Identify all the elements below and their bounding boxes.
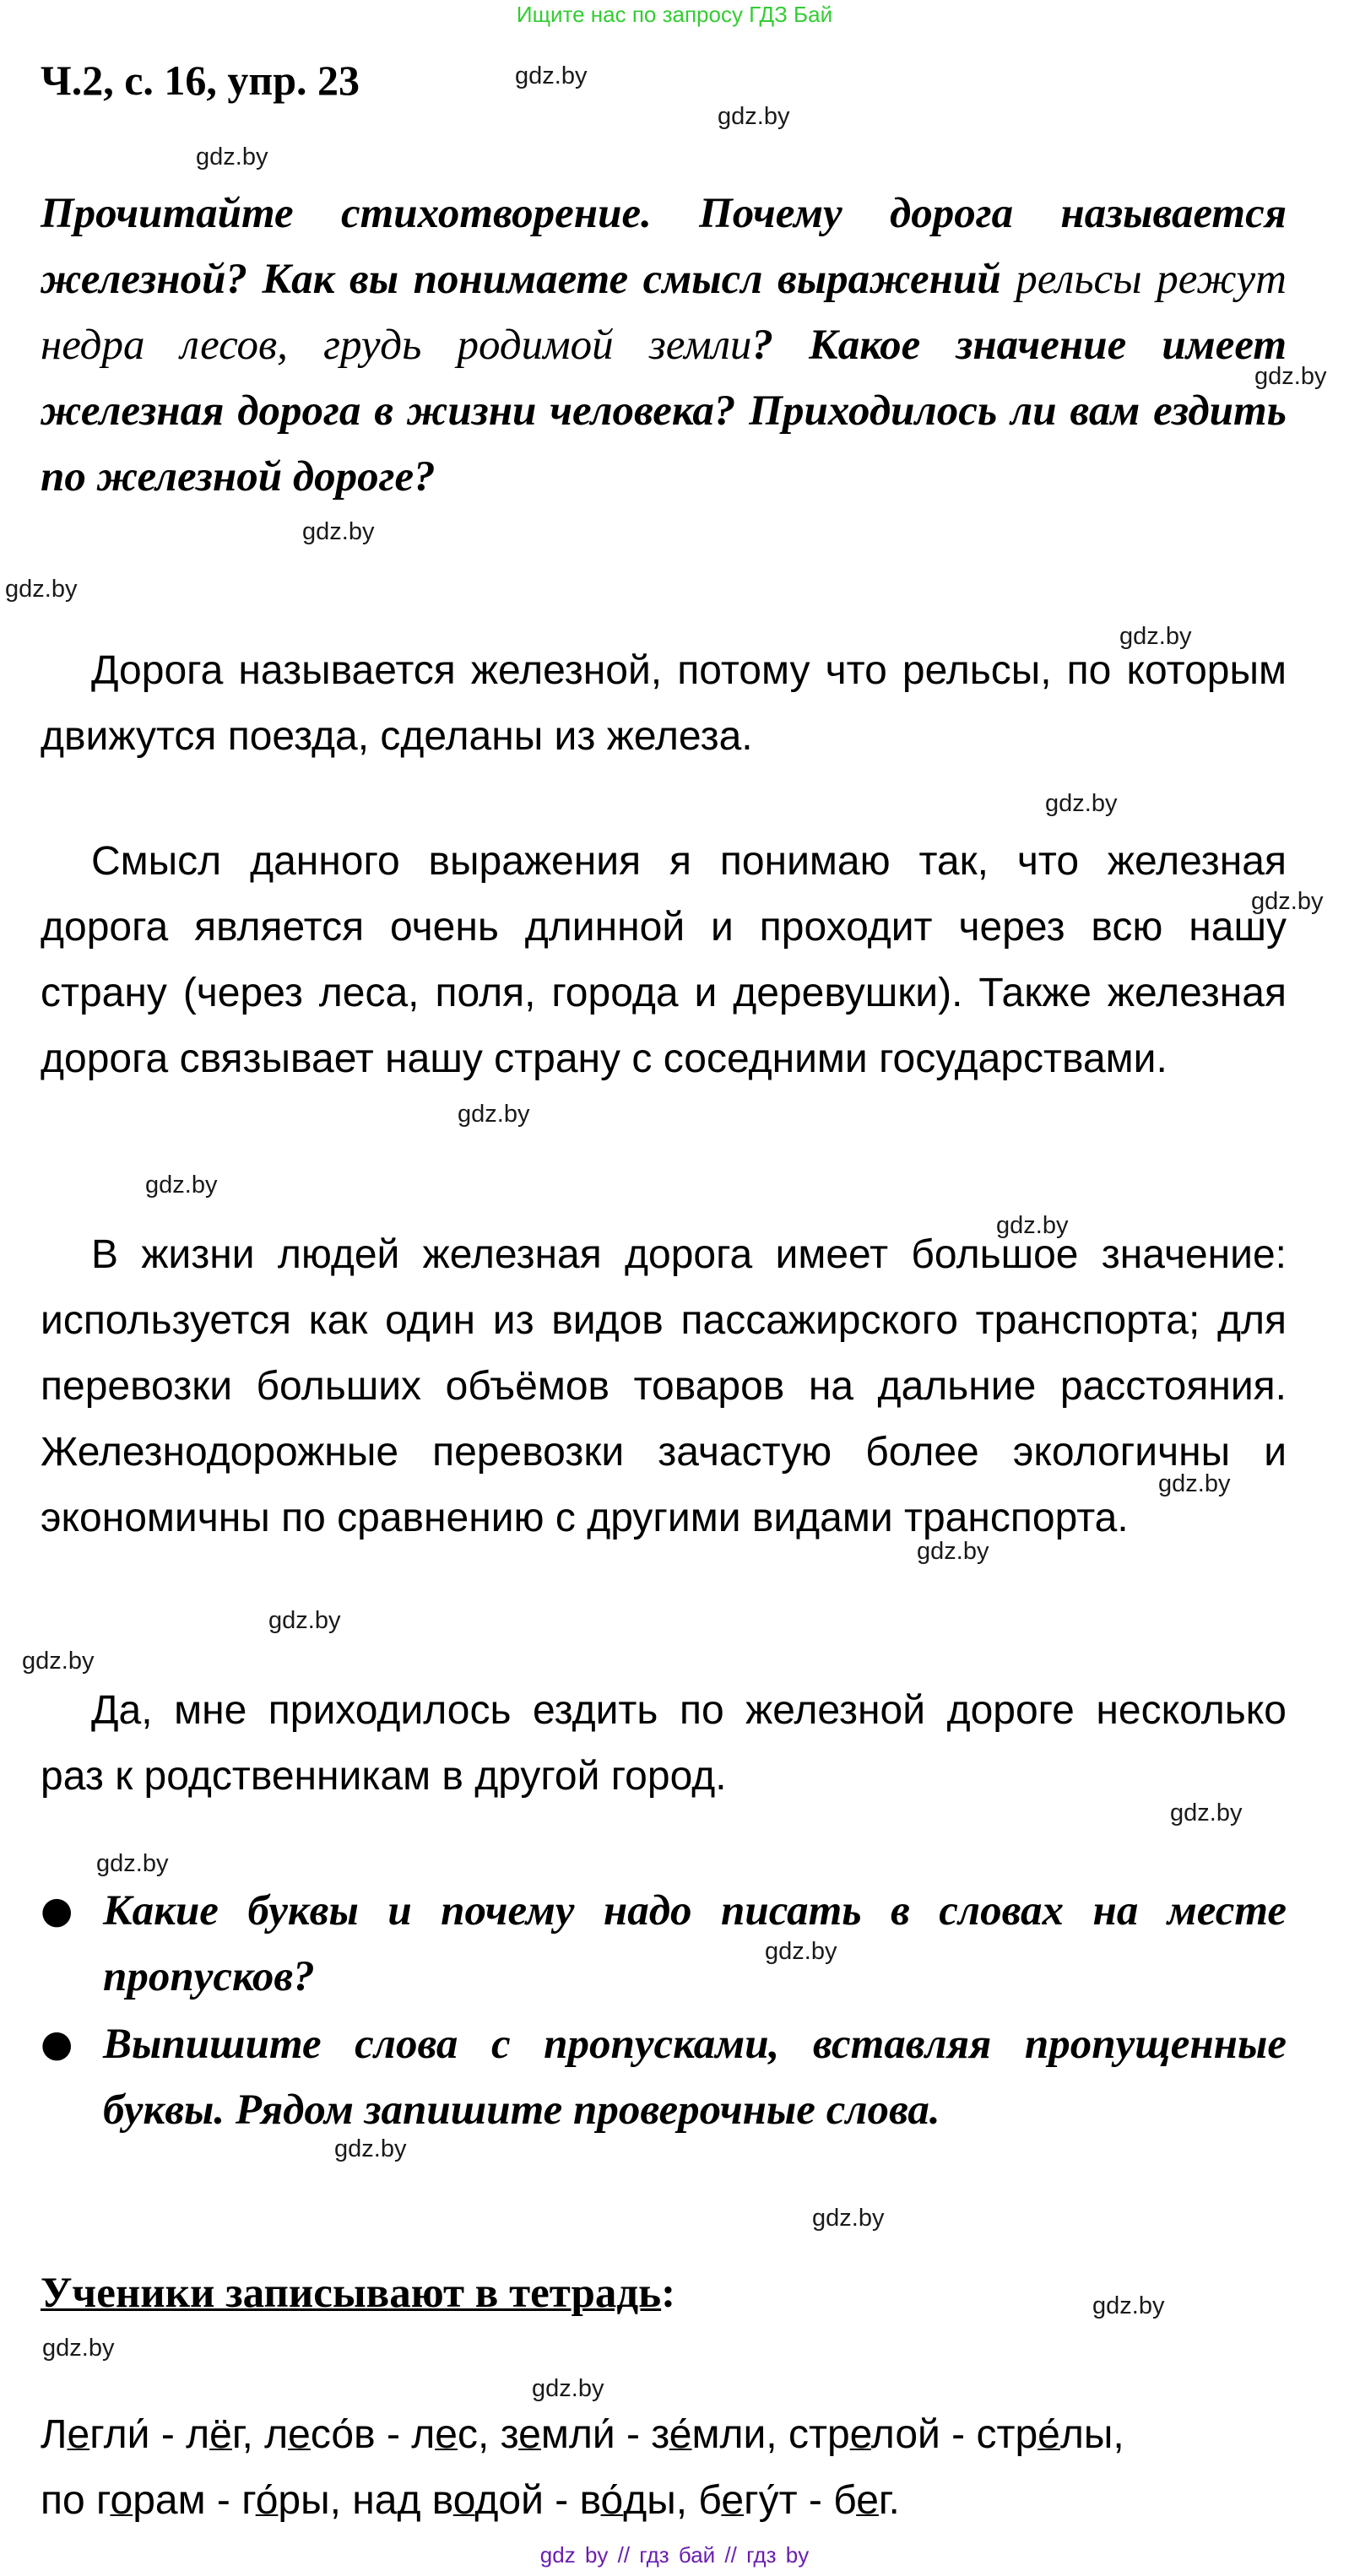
watermark-text: gdz.by [1092,2292,1165,2319]
inserted-letter: е [856,2478,879,2523]
notebook-text: с, з [457,2412,519,2457]
inserted-letter: о́ [600,2478,624,2523]
bullet-item-1 [41,1878,1287,2010]
watermark-text: gdz.by [42,2335,115,2362]
notebook-heading [41,2269,675,2318]
inserted-letter: е́ [669,2412,692,2457]
task-part-2: ? Какое значение имеет железная дорога в жизни человека? Приходилось ли вам ездить по железной дороге? [41,322,1287,501]
inserted-letter: е [849,2412,871,2457]
watermark-text: gdz.by [996,1212,1069,1239]
watermark-text: gdz.by [1119,623,1192,650]
notebook-line-2 [41,2468,1287,2534]
task-quote: рельсы режут недра лесов, грудь родимой земли [41,256,1287,369]
watermark-text: gdz.by [5,576,78,603]
top-banner: Ищите нас по запросу ГДЗ Бай [516,2,833,27]
notebook-text: ры, над в [278,2478,453,2523]
watermark-text: gdz.by [765,1938,837,1965]
watermark-text: gdz.by [22,1648,95,1675]
notebook-text: ды, б [623,2478,722,2523]
inserted-letter: е [518,2412,541,2457]
watermark-text: gdz.by [1158,1470,1231,1497]
bullet-text-1: Какие буквы и почему надо писать в словах на месте пропусков? [103,1887,1287,2000]
watermark-text: gdz.by [96,1850,169,1877]
notebook-line-1 [41,2402,1287,2468]
inserted-letter: о [452,2478,475,2523]
watermark-text: gdz.by [1251,888,1324,915]
watermark-text: gdz.by [145,1172,218,1199]
watermark-text: gdz.by [812,2205,885,2232]
inserted-letter: о [110,2478,133,2523]
task-part-1: Прочитайте стихотворение. Почему дорога называется железной? Как вы понимаете смысл выражений [41,190,1287,303]
watermark-text: gdz.by [718,103,790,130]
notebook-text: г. [878,2478,900,2523]
footer-links: gdz by // гдз бай // гдз by [539,2542,810,2568]
notebook-text: со́в - л [310,2412,436,2457]
answer-paragraph-1: Дорога называется железной, потому что рельсы, по которым движутся поезда, сделаны из железа. [41,648,1287,759]
inserted-letter: е [435,2412,458,2457]
notebook-text: мли, стр [691,2412,850,2457]
watermark-text: gdz.by [515,62,588,89]
bullet-icon: ● [41,1889,73,1932]
answer-paragraph-3: В жизни людей железная дорога имеет большое значение: используется как один из видов пассажирского транспорта; для перевозки больших объёмов товаров на дальние расстояния. Железнодорожные перевозки зачастую более экологичны и экономичны по сравнению с другими видами транспорта. [41,1232,1287,1540]
inserted-letter: е́ [1037,2412,1060,2457]
inserted-letter: ё [209,2412,232,2457]
watermark-text: gdz.by [1254,363,1327,390]
notebook-text: мли́ - з [540,2412,669,2457]
notebook-text: лы, [1059,2412,1124,2457]
notebook-text: по г [41,2478,111,2523]
notebook-text: гу́т - б [744,2478,857,2523]
notebook-text: дой - в [474,2478,601,2523]
watermark-text: gdz.by [1170,1799,1243,1826]
page-title: Ч.2, с. 16, упр. 23 [41,57,360,104]
watermark-text: gdz.by [1045,790,1118,817]
watermark-text: gdz.by [458,1101,530,1128]
notebook-heading-colon: : [661,2270,676,2317]
watermark-text: gdz.by [196,143,268,170]
bullet-icon: ● [41,2022,73,2065]
notebook-text: рам - г [133,2478,256,2523]
watermark-text: gdz.by [532,2375,604,2402]
inserted-letter: е [721,2478,745,2523]
notebook-text: Л [41,2412,68,2457]
notebook-text: гли́ - л [89,2412,210,2457]
notebook-text: лой - стр [870,2412,1038,2457]
bullet-text-2: Выпишите слова с пропусками, вставляя пропущенные буквы. Рядом запишите проверочные слова. [103,2021,1287,2134]
watermark-text: gdz.by [302,518,375,545]
watermark-text: gdz.by [334,2135,407,2162]
inserted-letter: е [67,2412,90,2457]
watermark-text: gdz.by [917,1538,989,1565]
notebook-text: г, л [231,2412,289,2457]
task-text [41,181,1287,510]
bullet-item-2 [41,2011,1287,2143]
notebook-heading-text: Ученики записывают в тетрадь [41,2270,662,2317]
answer-paragraph-2: Смысл данного выражения я понимаю так, что железная дорога является очень длинной и проходит через всю нашу страну (через леса, поля, города и деревушки). Также железная дорога связывает нашу страну с соседними государствами. [41,839,1287,1081]
answer-paragraph-4: Да, мне приходилось ездить по железной дороге несколько раз к родственникам в другой город. [41,1688,1287,1799]
watermark-text: gdz.by [268,1607,341,1634]
inserted-letter: о́ [255,2478,279,2523]
inserted-letter: е [288,2412,311,2457]
